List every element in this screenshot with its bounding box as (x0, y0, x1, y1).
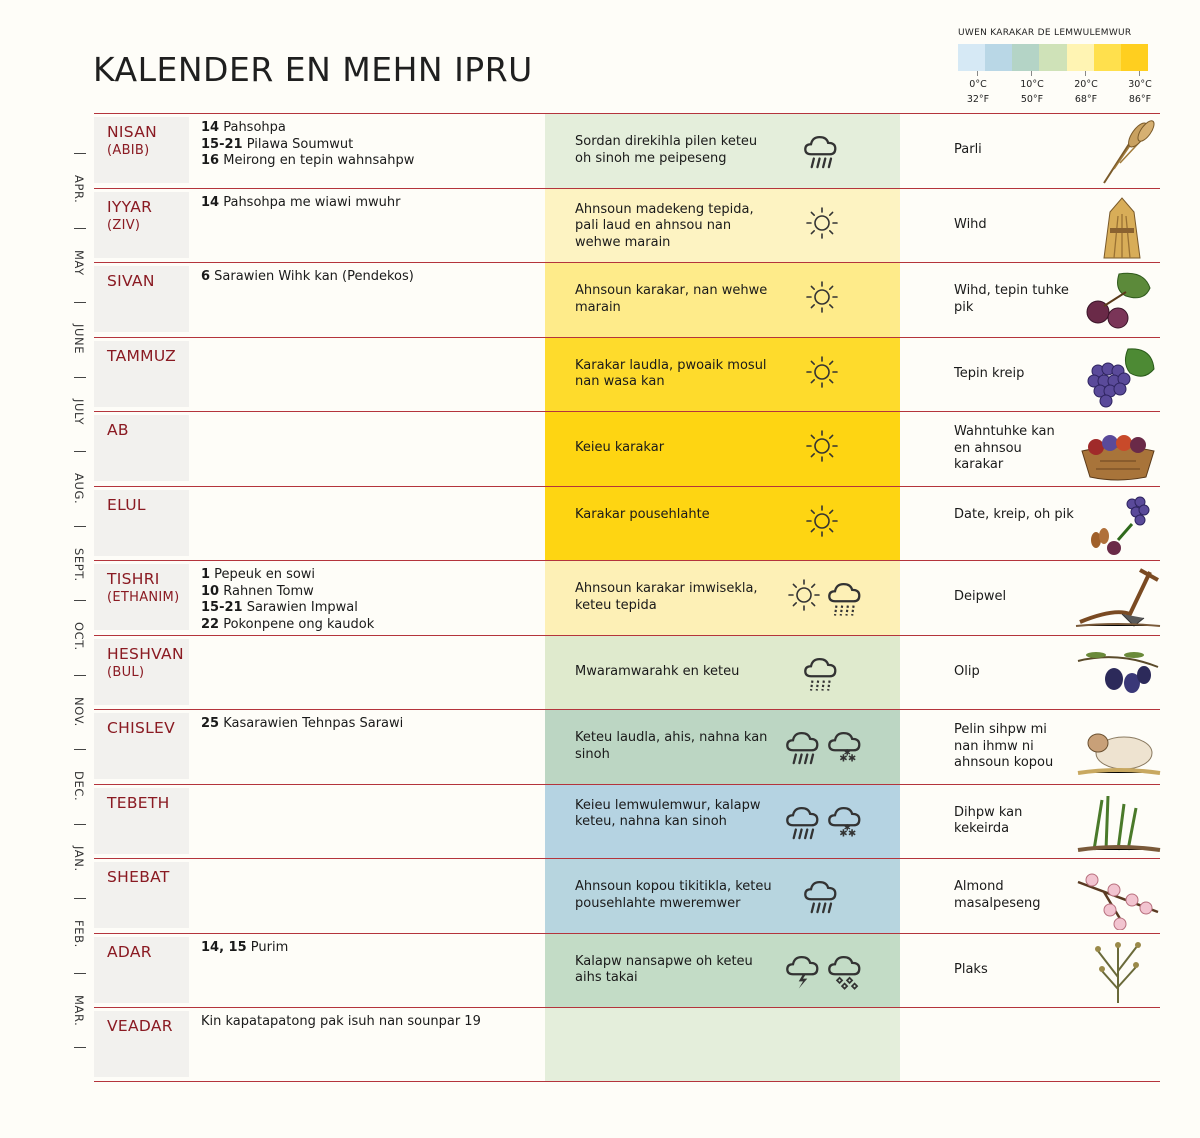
flax-icon (1074, 937, 1162, 1005)
side-divider (74, 973, 86, 974)
weather-cell (545, 263, 900, 337)
side-month-label: NOV. (72, 696, 86, 727)
sun-icon (804, 503, 840, 539)
month-cell (94, 862, 189, 928)
hebrew-month-name: ELUL (107, 495, 146, 514)
dates-grapes-icon (1074, 490, 1162, 558)
legend-swatch (1121, 44, 1148, 71)
hebrew-month-name: TAMMUZ (107, 346, 177, 365)
svg-text:✱: ✱ (843, 822, 851, 833)
weather-cell (545, 114, 900, 188)
gregorian-month-strip (60, 113, 94, 1079)
weather-description: Karakar laudla, pwoaik mosul nan wasa kan (575, 357, 767, 389)
agriculture-description: Tepin kreip (954, 365, 1025, 381)
hebrew-month-name: SHEBAT (107, 868, 170, 886)
festival-name: Pilawa Soumwut (242, 136, 354, 152)
legend-tick-celsius: 30°C (1128, 79, 1152, 90)
hebrew-month-name: ADAR (107, 942, 152, 961)
hebrew-month-name: TEBETH (107, 793, 170, 812)
festival-name: Kasarawien Tehnpas Sarawi (219, 716, 404, 731)
agriculture-description: Wihd (954, 216, 987, 232)
legend-swatch (1039, 44, 1066, 71)
weather-description: Keteu laudla, ahis, nahna kan sinoh (575, 730, 768, 762)
legend-swatch (1012, 44, 1039, 71)
hebrew-month-name: VEADAR (107, 1017, 173, 1035)
weather-description: Kalapw nansapwe oh keteu aihs takai (575, 953, 753, 985)
festival-name: Sarawien Wihk kan (Pendekos) (210, 269, 414, 284)
festival-item (201, 1014, 481, 1031)
legend-tick-fahrenheit: 68°F (1074, 94, 1098, 105)
side-divider (74, 377, 86, 378)
side-month-label: MAY (72, 249, 86, 276)
agriculture-description: Pelin sihpw mi nan ihmw ni ahnsoun kopou (954, 722, 1054, 770)
festival-name: Pahsohpa me wiawi mwuhr (219, 194, 401, 210)
storm-icon (784, 950, 822, 990)
month-cell (94, 490, 189, 556)
agriculture-description: Wahntuhke kan en ahnsou karakar (954, 424, 1055, 472)
weather-icons (802, 130, 840, 170)
hebrew-month-name: AB (107, 421, 129, 439)
hebrew-month-alt-name: (ABIB) (107, 143, 150, 158)
month-row (94, 486, 1160, 561)
festival-item (201, 600, 374, 617)
festival-date: 14 (201, 120, 220, 135)
festival-name: Meirong en tepin wahnsahpw (219, 153, 415, 168)
agriculture-description: Plaks (954, 961, 988, 977)
festival-date: 15-21 (201, 136, 243, 152)
festival-list (201, 1014, 481, 1031)
month-row (94, 188, 1160, 263)
weather-description: Ahnsoun karakar imwisekla, keteu tepida (575, 581, 758, 613)
hebrew-month-name: CHISLEV (107, 719, 176, 737)
side-month-label: AUG. (72, 473, 86, 505)
festival-list (201, 567, 374, 633)
weather-description: Ahnsoun madekeng tepida, pali laud en ahnsou nan wehwe marain (575, 201, 754, 250)
month-cell (94, 266, 189, 332)
side-month-label: OCT. (72, 622, 86, 651)
rain-icon (802, 130, 840, 170)
sun-icon (786, 577, 822, 617)
calendar-table (94, 113, 1160, 1082)
sun-icon (804, 354, 840, 390)
fruit-basket-icon (1074, 415, 1162, 483)
side-month-label: APR. (72, 175, 86, 204)
weather-icons (784, 950, 864, 990)
legend-tick (1066, 77, 1106, 107)
weather-description: Mwaramwarahk en keteu (575, 663, 740, 679)
side-month-label: DEC. (72, 771, 86, 802)
weather-icons (786, 577, 864, 617)
almond-blossom-icon (1074, 862, 1162, 930)
festival-item (201, 584, 374, 601)
grapes-icon (1074, 341, 1162, 409)
weather-cell (545, 785, 900, 859)
legend-tick-celsius: 20°C (1074, 79, 1098, 90)
month-row (94, 635, 1160, 710)
legend-tick (1120, 77, 1160, 107)
side-month-label: FEB. (72, 920, 86, 948)
festival-item (201, 940, 288, 957)
festival-item (201, 120, 414, 137)
festival-list (201, 940, 288, 957)
month-cell (94, 788, 189, 854)
festival-list (201, 120, 414, 170)
svg-text:✱: ✱ (839, 828, 848, 840)
side-month-label: SEPT. (72, 547, 86, 582)
sun-icon (804, 205, 840, 241)
festival-item (201, 195, 401, 212)
weather-icons (804, 205, 840, 241)
festival-date: 6 (201, 269, 211, 284)
weather-icons (784, 726, 864, 766)
rain-icon (784, 801, 822, 841)
festival-name: Pahsohpa (219, 120, 286, 135)
agriculture-description: Deipwel (954, 589, 1007, 604)
svg-text:✱: ✱ (839, 753, 848, 765)
festival-name: Sarawien Impwal (242, 600, 358, 615)
month-cell (94, 564, 189, 630)
plow-icon (1074, 564, 1162, 632)
weather-cell (545, 338, 900, 412)
legend-tick-celsius: 10°C (1020, 79, 1044, 90)
festival-item (201, 269, 414, 286)
side-month-label: JAN. (72, 845, 86, 872)
agriculture-description: Parli (954, 142, 982, 157)
agriculture-description: Dihpw kan kekeirda (954, 804, 1023, 836)
sun-icon (804, 279, 840, 315)
festival-list (201, 716, 403, 733)
month-cell (94, 1011, 189, 1077)
weather-description: Karakar pousehlahte (575, 506, 710, 522)
side-divider (74, 153, 86, 154)
drizzle-icon (802, 652, 840, 692)
weather-cell (545, 561, 900, 635)
legend-swatch (958, 44, 985, 71)
festival-date: 22 (201, 616, 220, 632)
legend-tick (1012, 77, 1052, 107)
side-divider (74, 526, 86, 527)
festival-date: 15-21 (201, 600, 243, 615)
side-divider (74, 675, 86, 676)
month-cell (94, 117, 189, 183)
legend-tick-celsius: 0°C (969, 79, 987, 90)
festival-name: Rahnen Tomw (219, 583, 314, 599)
festival-name: Pepeuk en sowi (210, 567, 316, 582)
legend-swatch (1067, 44, 1094, 71)
month-row (94, 411, 1160, 486)
festival-item (201, 137, 414, 154)
page-title: KALENDER EN MEHN IPRU (93, 50, 533, 89)
snow-icon (826, 726, 864, 766)
rain-icon (802, 875, 840, 915)
month-row (94, 113, 1160, 188)
weather-cell (545, 487, 900, 561)
hebrew-month-alt-name: (ETHANIM) (107, 590, 180, 605)
festival-list (201, 269, 414, 286)
side-divider (74, 898, 86, 899)
festival-list (201, 195, 401, 212)
legend-tick-fahrenheit: 50°F (1020, 94, 1044, 105)
weather-description: Keieu lemwulemwur, kalapw keteu, nahna kan sinoh (575, 797, 761, 829)
festival-item (201, 567, 374, 584)
svg-text:✱: ✱ (843, 748, 851, 759)
festival-date: 1 (201, 567, 211, 582)
side-divider (74, 228, 86, 229)
weather-icons (802, 652, 840, 692)
festival-item (201, 153, 414, 170)
month-cell (94, 713, 189, 779)
hebrew-month-alt-name: (BUL) (107, 664, 145, 680)
side-month-label: JUNE (72, 324, 86, 355)
festival-item (201, 617, 374, 634)
weather-icons (804, 354, 840, 390)
hebrew-month-name: IYYAR (107, 197, 153, 216)
month-row (94, 337, 1160, 412)
svg-text:✱: ✱ (847, 753, 857, 765)
legend-color-bar (958, 44, 1148, 71)
legend-tick-fahrenheit: 32°F (966, 94, 990, 105)
month-row (94, 933, 1160, 1008)
temperature-legend (958, 28, 1158, 105)
month-row (94, 262, 1160, 337)
festival-date: 10 (201, 583, 220, 599)
month-row (94, 709, 1160, 784)
festival-date: 14, 15 (201, 939, 247, 955)
weather-description: Ahnsoun karakar, nan wehwe marain (575, 283, 768, 315)
hebrew-month-name: NISAN (107, 123, 157, 141)
weather-cell (545, 189, 900, 263)
hebrew-month-name: SIVAN (107, 272, 155, 290)
festival-name: Kin kapatapatong pak isuh nan sounpar 19 (201, 1014, 481, 1029)
legend-ticks (958, 71, 1158, 105)
hebrew-month-name: HESHVAN (107, 644, 184, 663)
fig-icon (1074, 266, 1162, 334)
svg-text:✱: ✱ (847, 828, 857, 840)
side-divider (74, 302, 86, 303)
sun-icon (804, 428, 840, 464)
legend-tick (958, 77, 998, 107)
side-divider (74, 1047, 86, 1048)
month-cell (94, 415, 189, 481)
month-cell (94, 639, 189, 705)
festival-name: Pokonpene ong kaudok (219, 616, 375, 632)
month-cell (94, 341, 189, 407)
weather-description: Keieu karakar (575, 440, 665, 455)
legend-tick-fahrenheit: 86°F (1128, 94, 1152, 105)
weather-cell (545, 710, 900, 784)
month-row (94, 858, 1160, 933)
legend-swatch (985, 44, 1012, 71)
weather-icons (804, 428, 840, 464)
sprouts-icon (1074, 788, 1162, 856)
olive-icon (1074, 639, 1162, 707)
weather-description: Sordan direkihla pilen keteu oh sinoh me peipeseng (575, 134, 758, 166)
legend-swatch (1094, 44, 1121, 71)
agriculture-description: Almond masalpeseng (954, 879, 1041, 911)
month-row (94, 1007, 1160, 1082)
festival-date: 16 (201, 153, 220, 168)
weather-description: Ahnsoun kopou tikitikla, keteu pousehlahte mweremwer (575, 879, 772, 911)
agriculture-description: Date, kreip, oh pik (954, 506, 1074, 522)
side-divider (74, 451, 86, 452)
wheat-sheaf-icon (1074, 192, 1162, 260)
weather-icons (804, 503, 840, 539)
weather-cell (545, 934, 900, 1008)
month-cell (94, 192, 189, 258)
snow-icon (826, 801, 864, 841)
agriculture-description: Olip (954, 663, 980, 679)
weather-icons (802, 875, 840, 915)
month-cell (94, 937, 189, 1003)
month-row (94, 560, 1160, 635)
weather-cell (545, 1008, 900, 1081)
side-divider (74, 824, 86, 825)
festival-item (201, 716, 403, 733)
rain-icon (784, 726, 822, 766)
side-divider (74, 600, 86, 601)
agriculture-description: Wihd, tepin tuhke pik (954, 283, 1069, 315)
hebrew-month-name: TISHRI (107, 570, 160, 588)
side-month-label: JULY (72, 398, 86, 425)
side-month-label: MAR. (72, 994, 86, 1026)
festival-date: 25 (201, 716, 220, 731)
legend-title: UWEN KARAKAR DE LEMWULEMWUR (958, 28, 1132, 38)
weather-icons (804, 279, 840, 315)
weather-cell (545, 859, 900, 933)
festival-name: Purim (246, 939, 289, 955)
barley-icon (1074, 117, 1162, 185)
hail-icon (826, 950, 864, 990)
drizzle-icon (826, 577, 864, 617)
sheep-icon (1074, 713, 1162, 781)
weather-cell (545, 636, 900, 710)
festival-date: 14 (201, 194, 220, 210)
hebrew-month-alt-name: (ZIV) (107, 217, 141, 233)
weather-icons (784, 801, 864, 841)
weather-cell (545, 412, 900, 486)
side-divider (74, 749, 86, 750)
month-row (94, 784, 1160, 859)
